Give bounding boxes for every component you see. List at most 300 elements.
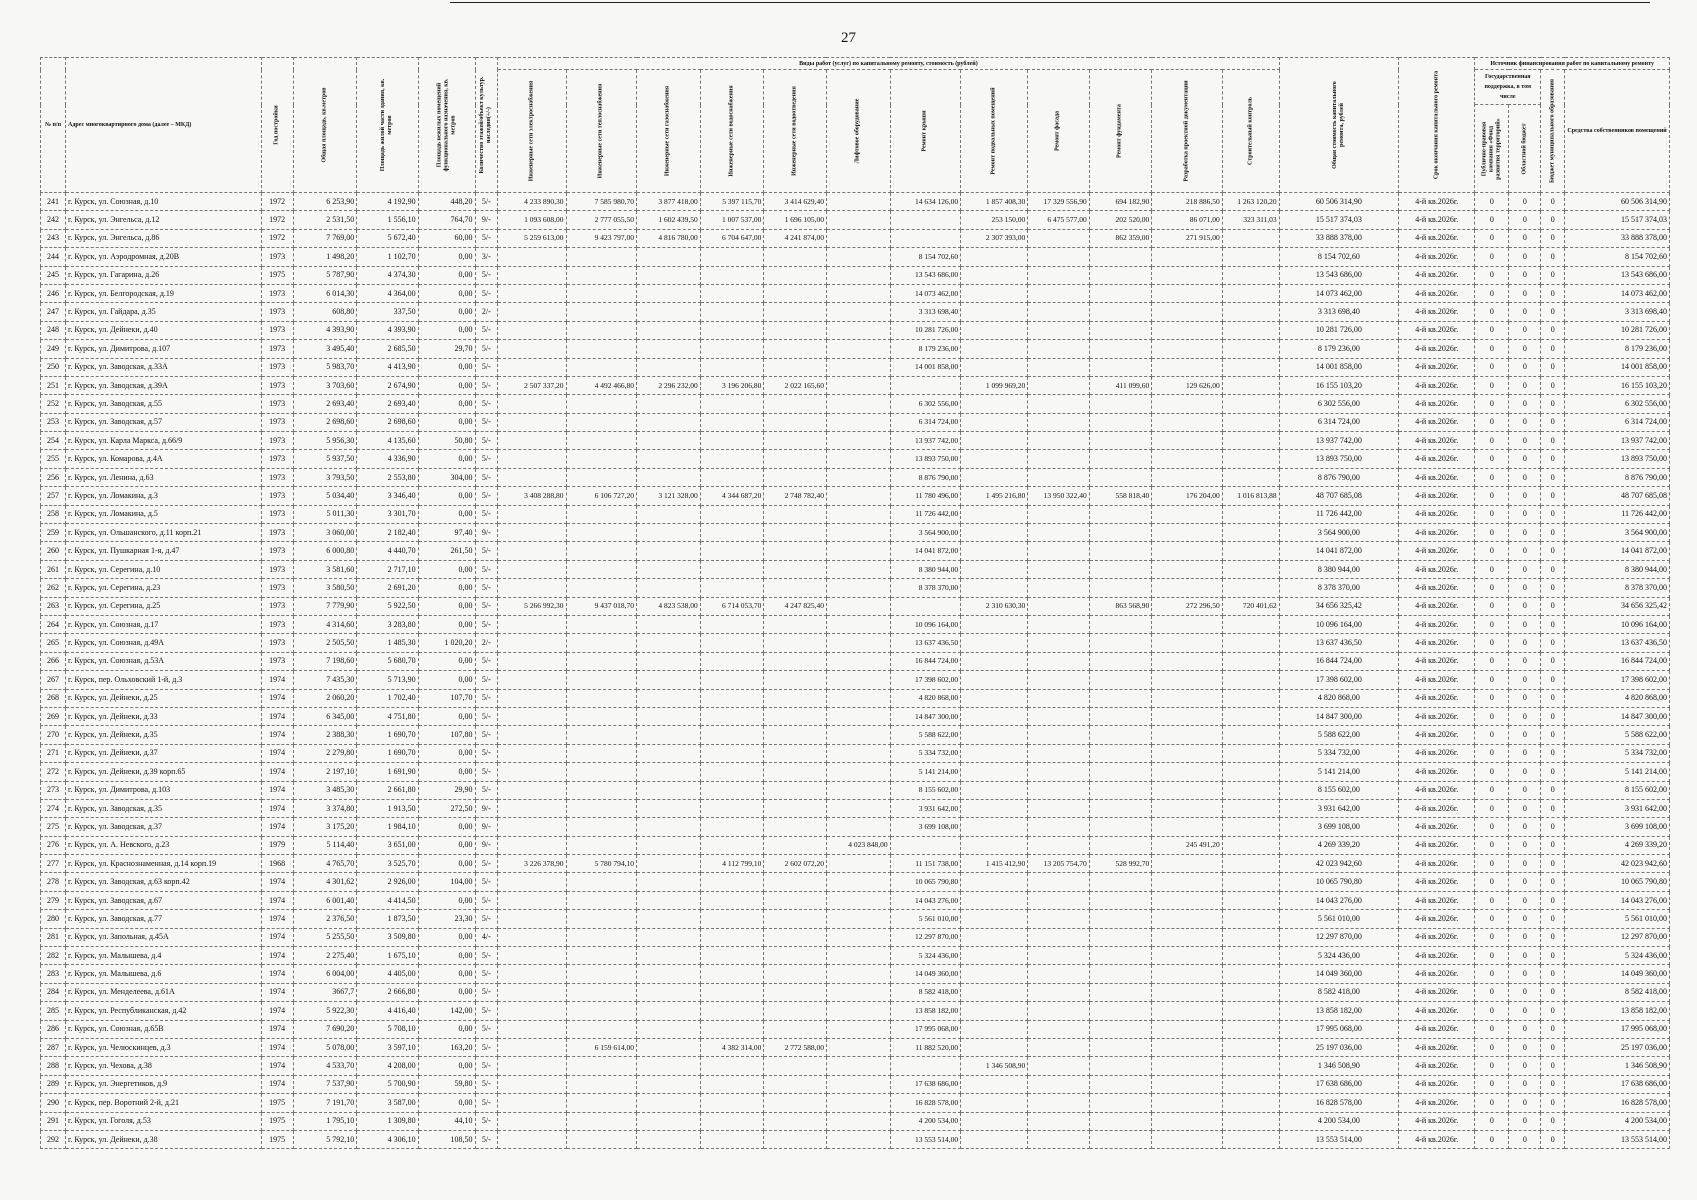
living-area-cell: 5 708,10 [357,1020,418,1038]
nonres-area-cell: 0,00 [418,284,475,302]
roof-cost-cell: 14 001 858,00 [890,358,961,376]
roof-cost-cell: 10 281 726,00 [890,321,961,339]
row-number: 249 [41,340,66,358]
fund-cell: 0 [1475,891,1509,909]
supervision-cost-cell [1222,579,1279,597]
floors-cell: 5/- [475,1130,498,1148]
owners-cell: 14 073 462,00 [1565,284,1670,302]
deadline-cell: 4-й кв.2026г. [1399,891,1475,909]
power-cost-cell [498,321,566,339]
supervision-cost-cell [1222,983,1279,1001]
power-cost-cell [498,726,566,744]
sewer-cost-cell [764,1075,827,1093]
nonres-area-cell: 1 020,20 [418,634,475,652]
total-cost-cell: 8 876 790,00 [1279,468,1398,486]
total-area-cell: 3 485,30 [293,781,357,799]
total-area-cell: 2 388,30 [293,726,357,744]
sewer-cost-cell [764,1130,827,1148]
municipal-cell: 0 [1541,487,1565,505]
regional-cell: 0 [1509,1112,1541,1130]
regional-cell: 0 [1509,799,1541,817]
total-area-cell: 4 393,90 [293,321,357,339]
total-area-cell: 6 000,80 [293,542,357,560]
foundation-cost-cell [1089,744,1152,762]
basement-cost-cell [961,928,1028,946]
design-cost-cell [1152,983,1223,1001]
floors-cell: 5/- [475,413,498,431]
floors-cell: 5/- [475,284,498,302]
supervision-cost-cell: 1 016 813,88 [1222,487,1279,505]
fund-cell: 0 [1475,211,1509,229]
basement-cost-cell [961,358,1028,376]
living-area-cell: 5 680,70 [357,652,418,670]
header-heat: Инженерные сети теплоснабжения [566,70,637,193]
heat-cost-cell [566,781,637,799]
water-cost-cell [700,395,764,413]
year-cell: 1974 [261,891,293,909]
year-cell: 1972 [261,229,293,247]
design-cost-cell [1152,707,1223,725]
header-municipal: Бюджет муниципального образования [1541,70,1565,193]
total-cost-cell: 17 398 602,00 [1279,671,1398,689]
heat-cost-cell [566,763,637,781]
power-cost-cell [498,965,566,983]
water-cost-cell [700,248,764,266]
year-cell: 1974 [261,818,293,836]
municipal-cell: 0 [1541,652,1565,670]
gas-cost-cell [637,726,701,744]
municipal-cell: 0 [1541,689,1565,707]
power-cost-cell [498,873,566,891]
table-row [41,468,1670,486]
owners-cell: 14 847 300,00 [1565,707,1670,725]
total-area-cell: 2 505,50 [293,634,357,652]
roof-cost-cell: 11 882 520,00 [890,1038,961,1056]
row-number: 282 [41,947,66,965]
facade-cost-cell: 17 329 556,90 [1028,193,1089,211]
owners-cell: 4 269 339,20 [1565,836,1670,854]
water-cost-cell [700,303,764,321]
deadline-cell: 4-й кв.2026г. [1399,707,1475,725]
basement-cost-cell: 1 495 216,80 [961,487,1028,505]
floors-cell: 4/- [475,928,498,946]
foundation-cost-cell [1089,928,1152,946]
lift-cost-cell [826,340,890,358]
fund-cell: 0 [1475,744,1509,762]
lift-cost-cell [826,855,890,873]
table-row [41,505,1670,523]
total-area-cell: 6 004,00 [293,965,357,983]
sewer-cost-cell [764,891,827,909]
basement-cost-cell [961,1130,1028,1148]
regional-cell: 0 [1509,615,1541,633]
roof-cost-cell: 5 141 214,00 [890,763,961,781]
heat-cost-cell: 6 159 614,00 [566,1038,637,1056]
nonres-area-cell: 44,10 [418,1112,475,1130]
nonres-area-cell: 59,80 [418,1075,475,1093]
table-header [41,58,1670,193]
row-number: 275 [41,818,66,836]
supervision-cost-cell [1222,707,1279,725]
lift-cost-cell [826,689,890,707]
gas-cost-cell [637,1038,701,1056]
water-cost-cell [700,560,764,578]
facade-cost-cell [1028,303,1089,321]
regional-cell: 0 [1509,855,1541,873]
heat-cost-cell [566,1112,637,1130]
design-cost-cell [1152,947,1223,965]
owners-cell: 5 561 010,00 [1565,910,1670,928]
municipal-cell: 0 [1541,634,1565,652]
foundation-cost-cell [1089,579,1152,597]
supervision-cost-cell [1222,321,1279,339]
supervision-cost-cell [1222,505,1279,523]
fund-cell: 0 [1475,947,1509,965]
roof-cost-cell: 11 780 496,00 [890,487,961,505]
design-cost-cell: 129 626,00 [1152,376,1223,394]
total-area-cell: 5 956,30 [293,432,357,450]
supervision-cost-cell [1222,303,1279,321]
regional-cell: 0 [1509,1057,1541,1075]
table-row [41,910,1670,928]
floors-cell: 5/- [475,855,498,873]
year-cell: 1973 [261,560,293,578]
total-cost-cell: 10 065 790,80 [1279,873,1398,891]
address-cell: г. Курск, ул. Запольная, д.45А [66,928,262,946]
header-state-group: Государственная поддержка, в том числе [1475,70,1541,105]
power-cost-cell [498,542,566,560]
power-cost-cell [498,763,566,781]
floors-cell: 9/- [475,211,498,229]
design-cost-cell [1152,303,1223,321]
lift-cost-cell [826,376,890,394]
supervision-cost-cell [1222,1094,1279,1112]
living-area-cell: 5 713,90 [357,671,418,689]
water-cost-cell [700,1075,764,1093]
fund-cell: 0 [1475,928,1509,946]
municipal-cell: 0 [1541,1057,1565,1075]
facade-cost-cell [1028,671,1089,689]
facade-cost-cell [1028,689,1089,707]
lift-cost-cell [826,799,890,817]
sewer-cost-cell [764,652,827,670]
living-area-cell: 1 102,70 [357,248,418,266]
total-cost-cell: 14 073 462,00 [1279,284,1398,302]
lift-cost-cell [826,1112,890,1130]
floors-cell: 2/- [475,303,498,321]
heat-cost-cell: 6 106 727,20 [566,487,637,505]
design-cost-cell [1152,395,1223,413]
total-area-cell: 5 011,30 [293,505,357,523]
total-area-cell: 7 198,60 [293,652,357,670]
deadline-cell: 4-й кв.2026г. [1399,1112,1475,1130]
floors-cell: 5/- [475,321,498,339]
total-area-cell: 5 922,30 [293,1002,357,1020]
row-number: 268 [41,689,66,707]
floors-cell: 5/- [475,450,498,468]
fund-cell: 0 [1475,1094,1509,1112]
basement-cost-cell: 1 857 408,30 [961,193,1028,211]
row-number: 277 [41,855,66,873]
roof-cost-cell: 13 637 436,50 [890,634,961,652]
fund-cell: 0 [1475,1112,1509,1130]
owners-cell: 5 334 732,00 [1565,744,1670,762]
foundation-cost-cell [1089,689,1152,707]
fund-cell: 0 [1475,340,1509,358]
address-cell: г. Курск, ул. Гоголя, д.53 [66,1112,262,1130]
fund-cell: 0 [1475,910,1509,928]
regional-cell: 0 [1509,193,1541,211]
heat-cost-cell [566,524,637,542]
header-supervision: Строительный контроль [1222,70,1279,193]
power-cost-cell [498,524,566,542]
foundation-cost-cell [1089,1038,1152,1056]
supervision-cost-cell [1222,1020,1279,1038]
regional-cell: 0 [1509,542,1541,560]
owners-cell: 8 876 790,00 [1565,468,1670,486]
owners-cell: 13 543 686,00 [1565,266,1670,284]
heat-cost-cell: 5 780 794,10 [566,855,637,873]
roof-cost-cell: 14 847 300,00 [890,707,961,725]
year-cell: 1972 [261,211,293,229]
total-cost-cell: 17 995 068,00 [1279,1020,1398,1038]
owners-cell: 16 155 103,20 [1565,376,1670,394]
basement-cost-cell: 2 310 630,30 [961,597,1028,615]
gas-cost-cell [637,560,701,578]
sewer-cost-cell: 4 247 825,40 [764,597,827,615]
foundation-cost-cell [1089,505,1152,523]
roof-cost-cell: 13 543 686,00 [890,266,961,284]
row-number: 290 [41,1094,66,1112]
fund-cell: 0 [1475,855,1509,873]
roof-cost-cell: 5 324 436,00 [890,947,961,965]
power-cost-cell: 1 093 608,00 [498,211,566,229]
foundation-cost-cell [1089,395,1152,413]
power-cost-cell [498,395,566,413]
table-row [41,376,1670,394]
foundation-cost-cell [1089,266,1152,284]
living-area-cell: 1 485,30 [357,634,418,652]
water-cost-cell [700,1020,764,1038]
floors-cell: 5/- [475,487,498,505]
year-cell: 1974 [261,965,293,983]
gas-cost-cell [637,1112,701,1130]
basement-cost-cell [961,413,1028,431]
foundation-cost-cell [1089,873,1152,891]
header-lift: Лифтовое оборудование [826,70,890,193]
regional-cell: 0 [1509,432,1541,450]
owners-cell: 12 297 870,00 [1565,928,1670,946]
address-cell: г. Курск, ул. Заводская, д.77 [66,910,262,928]
row-number: 251 [41,376,66,394]
gas-cost-cell [637,744,701,762]
owners-cell: 13 553 514,00 [1565,1130,1670,1148]
year-cell: 1975 [261,1130,293,1148]
roof-cost-cell: 8 876 790,00 [890,468,961,486]
gas-cost-cell [637,413,701,431]
floors-cell: 5/- [475,1002,498,1020]
deadline-cell: 4-й кв.2026г. [1399,450,1475,468]
municipal-cell: 0 [1541,707,1565,725]
year-cell: 1974 [261,910,293,928]
roof-cost-cell: 12 297 870,00 [890,928,961,946]
gas-cost-cell [637,671,701,689]
total-cost-cell: 16 844 724,00 [1279,652,1398,670]
living-area-cell: 4 336,90 [357,450,418,468]
row-number: 258 [41,505,66,523]
total-cost-cell: 5 324 436,00 [1279,947,1398,965]
basement-cost-cell [961,395,1028,413]
owners-cell: 25 197 036,00 [1565,1038,1670,1056]
row-number: 260 [41,542,66,560]
roof-cost-cell: 8 179 236,00 [890,340,961,358]
lift-cost-cell [826,652,890,670]
municipal-cell: 0 [1541,1075,1565,1093]
gas-cost-cell [637,303,701,321]
row-number: 270 [41,726,66,744]
sewer-cost-cell [764,432,827,450]
gas-cost-cell [637,1002,701,1020]
basement-cost-cell [961,652,1028,670]
lift-cost-cell [826,1075,890,1093]
total-area-cell: 2 060,20 [293,689,357,707]
nonres-area-cell: 0,00 [418,855,475,873]
supervision-cost-cell [1222,432,1279,450]
total-cost-cell: 16 828 578,00 [1279,1094,1398,1112]
living-area-cell: 1 691,90 [357,763,418,781]
facade-cost-cell [1028,450,1089,468]
sewer-cost-cell [764,266,827,284]
lift-cost-cell [826,928,890,946]
heat-cost-cell [566,634,637,652]
fund-cell: 0 [1475,487,1509,505]
basement-cost-cell [961,891,1028,909]
sewer-cost-cell [764,450,827,468]
water-cost-cell [700,542,764,560]
lift-cost-cell [826,284,890,302]
heat-cost-cell [566,689,637,707]
foundation-cost-cell [1089,524,1152,542]
deadline-cell: 4-й кв.2026г. [1399,1075,1475,1093]
floors-cell: 5/- [475,229,498,247]
supervision-cost-cell [1222,910,1279,928]
living-area-cell: 2 674,90 [357,376,418,394]
regional-cell: 0 [1509,910,1541,928]
deadline-cell: 4-й кв.2026г. [1399,689,1475,707]
year-cell: 1973 [261,358,293,376]
design-cost-cell [1152,542,1223,560]
table-row [41,450,1670,468]
water-cost-cell: 6 714 053,70 [700,597,764,615]
living-area-cell: 2 553,80 [357,468,418,486]
water-cost-cell [700,873,764,891]
power-cost-cell: 5 259 613,00 [498,229,566,247]
fund-cell: 0 [1475,542,1509,560]
basement-cost-cell [961,579,1028,597]
water-cost-cell: 4 112 799,10 [700,855,764,873]
total-area-cell: 3 703,60 [293,376,357,394]
header-power: Инженерные сети электроснабжения [498,70,566,193]
facade-cost-cell [1028,652,1089,670]
header-facade: Ремонт фасада [1028,70,1089,193]
municipal-cell: 0 [1541,818,1565,836]
floors-cell: 5/- [475,615,498,633]
owners-cell: 1 346 508,90 [1565,1057,1670,1075]
design-cost-cell: 271 915,00 [1152,229,1223,247]
regional-cell: 0 [1509,229,1541,247]
sewer-cost-cell [764,1112,827,1130]
row-number: 252 [41,395,66,413]
owners-cell: 42 023 942,60 [1565,855,1670,873]
power-cost-cell [498,1094,566,1112]
total-area-cell: 5 983,70 [293,358,357,376]
address-cell: г. Курск, ул. Менделеева, д.61А [66,983,262,1001]
floors-cell: 5/- [475,1094,498,1112]
municipal-cell: 0 [1541,781,1565,799]
table-row [41,248,1670,266]
facade-cost-cell [1028,505,1089,523]
roof-cost-cell: 5 334 732,00 [890,744,961,762]
fund-cell: 0 [1475,395,1509,413]
nonres-area-cell: 0,00 [418,303,475,321]
basement-cost-cell [961,818,1028,836]
total-cost-cell: 13 637 436,50 [1279,634,1398,652]
water-cost-cell [700,450,764,468]
header-basement: Ремонт подвальных помещений [961,70,1028,193]
address-cell: г. Курск, ул. Заводская, д.55 [66,395,262,413]
deadline-cell: 4-й кв.2026г. [1399,983,1475,1001]
deadline-cell: 4-й кв.2026г. [1399,615,1475,633]
water-cost-cell [700,652,764,670]
owners-cell: 11 726 442,00 [1565,505,1670,523]
total-area-cell: 6 253,90 [293,193,357,211]
lift-cost-cell [826,597,890,615]
roof-cost-cell [890,211,961,229]
living-area-cell: 4 208,00 [357,1057,418,1075]
total-area-cell: 4 314,60 [293,615,357,633]
year-cell: 1973 [261,284,293,302]
power-cost-cell: 2 507 337,20 [498,376,566,394]
heat-cost-cell [566,744,637,762]
nonres-area-cell: 107,80 [418,726,475,744]
gas-cost-cell [637,910,701,928]
supervision-cost-cell [1222,855,1279,873]
design-cost-cell [1152,910,1223,928]
living-area-cell: 1 309,80 [357,1112,418,1130]
fund-cell: 0 [1475,193,1509,211]
gas-cost-cell: 4 816 780,00 [637,229,701,247]
roof-cost-cell [890,597,961,615]
municipal-cell: 0 [1541,891,1565,909]
power-cost-cell [498,818,566,836]
gas-cost-cell [637,873,701,891]
sewer-cost-cell [764,524,827,542]
roof-cost-cell: 16 844 724,00 [890,652,961,670]
address-cell: г. Курск, ул. Пушкарная 1-я, д.47 [66,542,262,560]
sewer-cost-cell [764,965,827,983]
table-row [41,1002,1670,1020]
design-cost-cell [1152,560,1223,578]
table-row [41,1112,1670,1130]
year-cell: 1973 [261,413,293,431]
owners-cell: 10 096 164,00 [1565,615,1670,633]
gas-cost-cell [637,284,701,302]
water-cost-cell: 1 007 537,00 [700,211,764,229]
facade-cost-cell [1028,634,1089,652]
roof-cost-cell: 14 634 126,00 [890,193,961,211]
header-owners: Средства собственников помещений [1565,70,1670,193]
address-cell: г. Курск, ул. Аэродромная, д.20В [66,248,262,266]
